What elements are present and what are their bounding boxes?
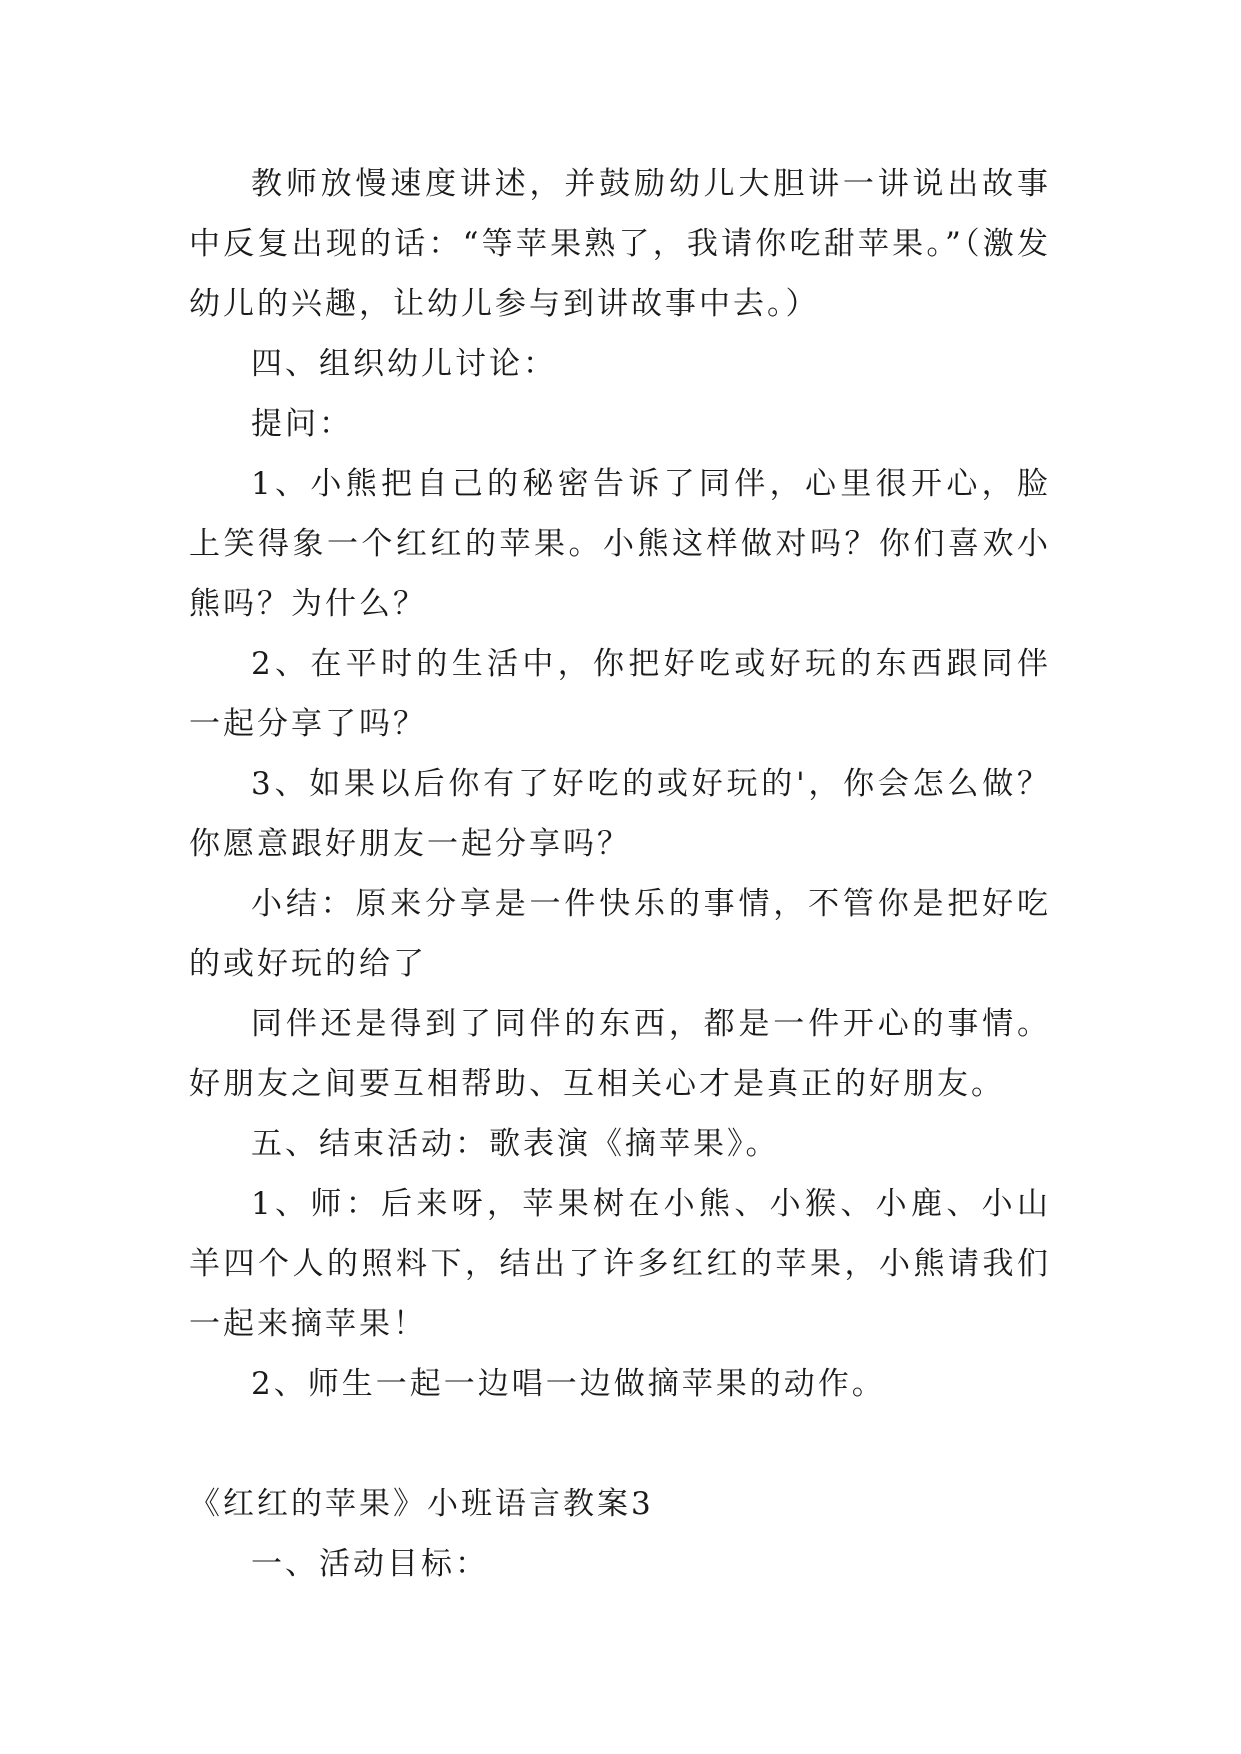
- document-body: [189, 154, 1051, 1594]
- paragraph-storytelling: 教师放慢速度讲述，并鼓励幼儿大胆讲一讲说出故事中反复出现的话：“等苹果熟了，我请你吃甜苹果。”（激发幼儿的兴趣，让幼儿参与到讲故事中去。）: [189, 166, 1051, 322]
- section-first-item: 一、活动目标：: [251, 1546, 489, 1582]
- paragraph-question-3: 3、如果以后你有了好吃的或好玩的'，你会怎么做？你愿意跟好朋友一起分享吗？: [189, 766, 1051, 862]
- paragraph-ending-step-1: 1、师：后来呀，苹果树在小熊、小猴、小鹿、小山羊四个人的照料下，结出了许多红红的苹果，小熊请我们一起来摘苹果！: [189, 1186, 1051, 1342]
- paragraph-ending-step-2: 2、师生一起一边唱一边做摘苹果的动作。: [251, 1366, 886, 1402]
- section-title: 《红红的苹果》小班语言教案3: [189, 1486, 654, 1522]
- paragraph-summary: 小结：原来分享是一件快乐的事情，不管你是把好吃的或好玩的给了: [189, 886, 1051, 982]
- paragraph-discussion-heading: 四、组织幼儿讨论：: [251, 346, 557, 382]
- paragraph-question-2: 2、在平时的生活中，你把好吃或好玩的东西跟同伴一起分享了吗？: [189, 646, 1051, 742]
- paragraph-summary-continued: 同伴还是得到了同伴的东西，都是一件开心的事情。好朋友之间要互相帮助、互相关心才是真正的好朋友。: [189, 1006, 1051, 1102]
- paragraph-questions-label: 提问：: [251, 406, 353, 442]
- paragraph-question-1: 1、小熊把自己的秘密告诉了同伴，心里很开心，脸上笑得象一个红红的苹果。小熊这样做对吗？你们喜欢小熊吗？为什么？: [189, 466, 1051, 622]
- paragraph-ending-activity: 五、结束活动：歌表演《摘苹果》。: [251, 1126, 780, 1162]
